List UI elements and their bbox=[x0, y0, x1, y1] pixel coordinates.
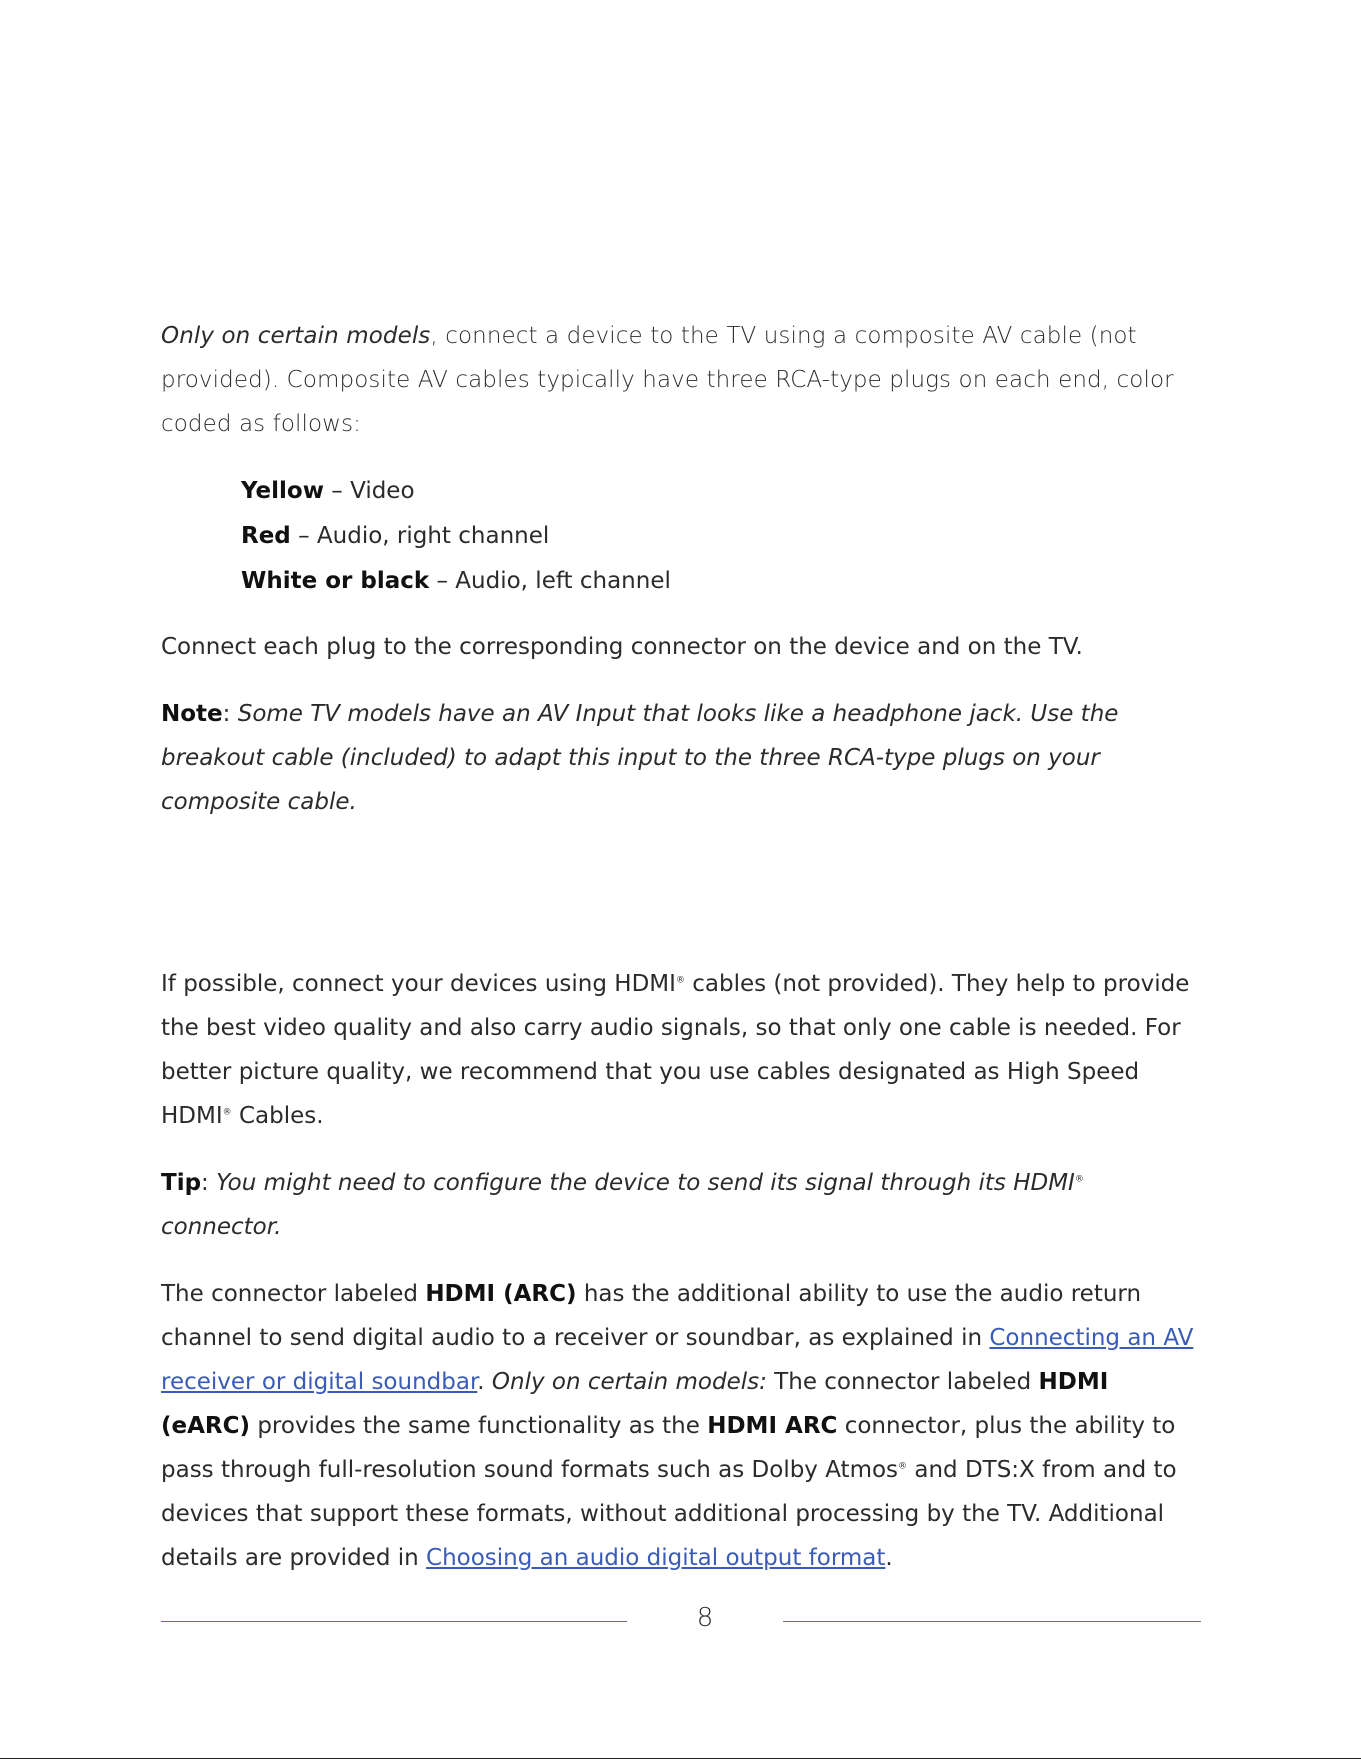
plug-desc: – Audio, right channel bbox=[290, 523, 550, 549]
registered-mark: ® bbox=[1074, 1174, 1084, 1185]
note-colon: : bbox=[222, 701, 238, 727]
registered-mark: ® bbox=[675, 975, 685, 986]
hdmi-text-c: Cables. bbox=[231, 1103, 324, 1129]
tip-colon: : bbox=[201, 1170, 217, 1196]
arc-paragraph bbox=[161, 1272, 1201, 1580]
plug-desc: – Audio, left channel bbox=[429, 568, 671, 594]
arc-italic: Only on certain models: bbox=[491, 1369, 767, 1395]
hdmi-arc-label: HDMI (ARC) bbox=[425, 1281, 577, 1307]
hdmi-earc-label: HDMI (eARC) bbox=[161, 1369, 1109, 1439]
tip-text-a: You might need to configure the device to send its signal through its HDMI bbox=[216, 1170, 1075, 1196]
list-item bbox=[241, 559, 1141, 604]
arc-text: The connector labeled bbox=[766, 1369, 1039, 1395]
composite-intro-paragraph bbox=[161, 314, 1201, 446]
intro-text: , connect a device to the TV using a composite AV cable (not provided). Composite AV cables typically have three RCA-type plugs on each end, color coded as follows: bbox=[161, 323, 1174, 437]
intro-italic: Only on certain models bbox=[161, 323, 431, 349]
tip-text-b: connector. bbox=[161, 1214, 282, 1240]
hdmi-arc-label-2: HDMI ARC bbox=[707, 1413, 838, 1439]
registered-mark: ® bbox=[898, 1461, 908, 1472]
arc-text: . bbox=[885, 1545, 893, 1571]
hdmi-text-a: If possible, connect your devices using HDMI bbox=[161, 971, 676, 997]
arc-text: has the additional ability to use the audio return channel to send digital audio to a receiver or soundbar, as explained in bbox=[161, 1281, 1142, 1351]
list-item bbox=[241, 469, 1141, 514]
note-text: Some TV models have an AV Input that looks like a headphone jack. Use the breakout cable (included) to adapt this input to the three RCA-type plugs on your composite cable. bbox=[161, 701, 1119, 815]
link-audio-output-format[interactable]: Choosing an audio digital output format bbox=[426, 1545, 886, 1571]
plug-color-red: Red bbox=[241, 523, 291, 549]
plug-color-yellow: Yellow bbox=[241, 478, 324, 504]
note-paragraph bbox=[161, 692, 1201, 824]
plug-desc: – Video bbox=[323, 478, 415, 504]
tip-label: Tip bbox=[161, 1170, 202, 1196]
arc-text: . bbox=[477, 1369, 492, 1395]
connect-paragraph: Connect each plug to the corresponding connector on the device and on the TV. bbox=[161, 634, 1083, 660]
tip-paragraph bbox=[161, 1161, 1201, 1249]
footer-rule-right bbox=[783, 1621, 1201, 1622]
arc-text: and DTS:X from and to devices that support these formats, without additional processing by the TV. Additional details are provided in bbox=[161, 1457, 1177, 1571]
note-label: Note bbox=[161, 701, 223, 727]
plug-color-white: White or black bbox=[241, 568, 430, 594]
arc-text: provides the same functionality as the bbox=[250, 1413, 708, 1439]
arc-text: connector, plus the ability to pass through full-resolution sound formats such as Dolby Atmos bbox=[161, 1413, 1176, 1483]
page-bottom-border bbox=[0, 1758, 1361, 1759]
footer-rule-left bbox=[161, 1621, 627, 1622]
registered-mark: ® bbox=[222, 1107, 232, 1118]
hdmi-paragraph bbox=[161, 962, 1201, 1138]
plug-color-list bbox=[241, 469, 1141, 604]
link-connecting-av-receiver[interactable]: Connecting an AV receiver or digital soundbar bbox=[161, 1325, 1194, 1395]
arc-text: The connector labeled bbox=[161, 1281, 426, 1307]
list-item bbox=[241, 514, 1141, 559]
hdmi-text-b: cables (not provided). They help to provide the best video quality and also carry audio signals, so that only one cable is needed. For better picture quality, we recommend that you use cables designated as High Speed HDMI bbox=[161, 971, 1190, 1129]
page-number: 8 bbox=[696, 1603, 714, 1633]
